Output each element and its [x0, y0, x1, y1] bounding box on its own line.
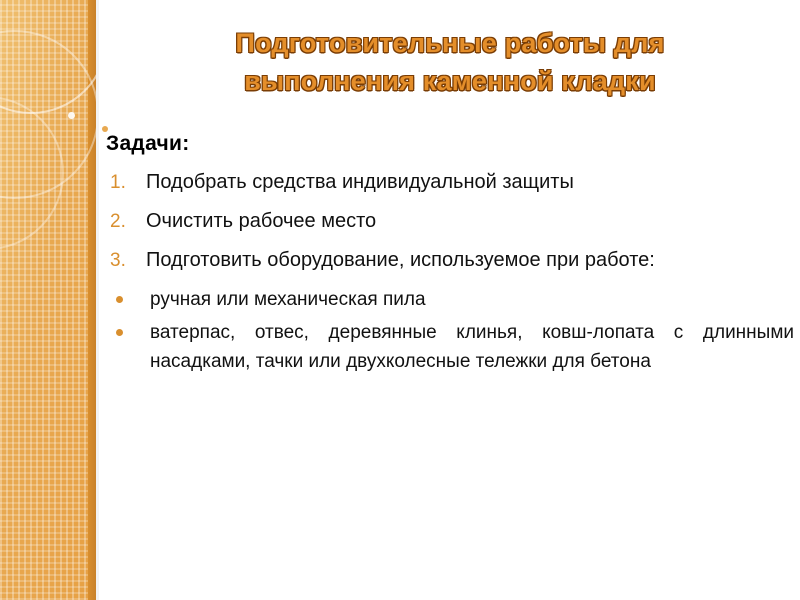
section-heading: Задачи:: [106, 132, 190, 155]
slide-title-line-1: Подготовительные работы для: [235, 28, 665, 58]
slide-title-line-2: выполнения каменной кладки: [244, 66, 656, 96]
list-item: [106, 318, 794, 376]
slide-body: [106, 132, 794, 384]
bullet-point-icon: [106, 285, 150, 303]
list-item: [106, 285, 794, 314]
list-item: [106, 168, 794, 197]
bullet-point-icon: [106, 318, 150, 336]
list-item-marker: 3.: [110, 250, 126, 271]
slide-title: [120, 24, 780, 100]
list-item-marker: 2.: [110, 211, 126, 232]
list-item-text: Подобрать средства индивидуальной защиты: [146, 171, 574, 193]
list-item-text: Подготовить оборудование, используемое при работе:: [146, 249, 655, 271]
list-item-text: Очистить рабочее место: [146, 210, 377, 232]
list-item-text: ручная или механическая пила: [150, 289, 426, 310]
decorative-dot-icon: [68, 112, 75, 119]
band-divider: [96, 0, 99, 600]
list-item: [106, 246, 794, 275]
list-item-text: ватерпас, отвес, деревянные клинья, ковш-лопата с длинными насадками, тачки или двухколесные тележки для бетона: [150, 322, 794, 372]
list-item: [106, 207, 794, 236]
list-item-marker: 1.: [110, 172, 126, 193]
